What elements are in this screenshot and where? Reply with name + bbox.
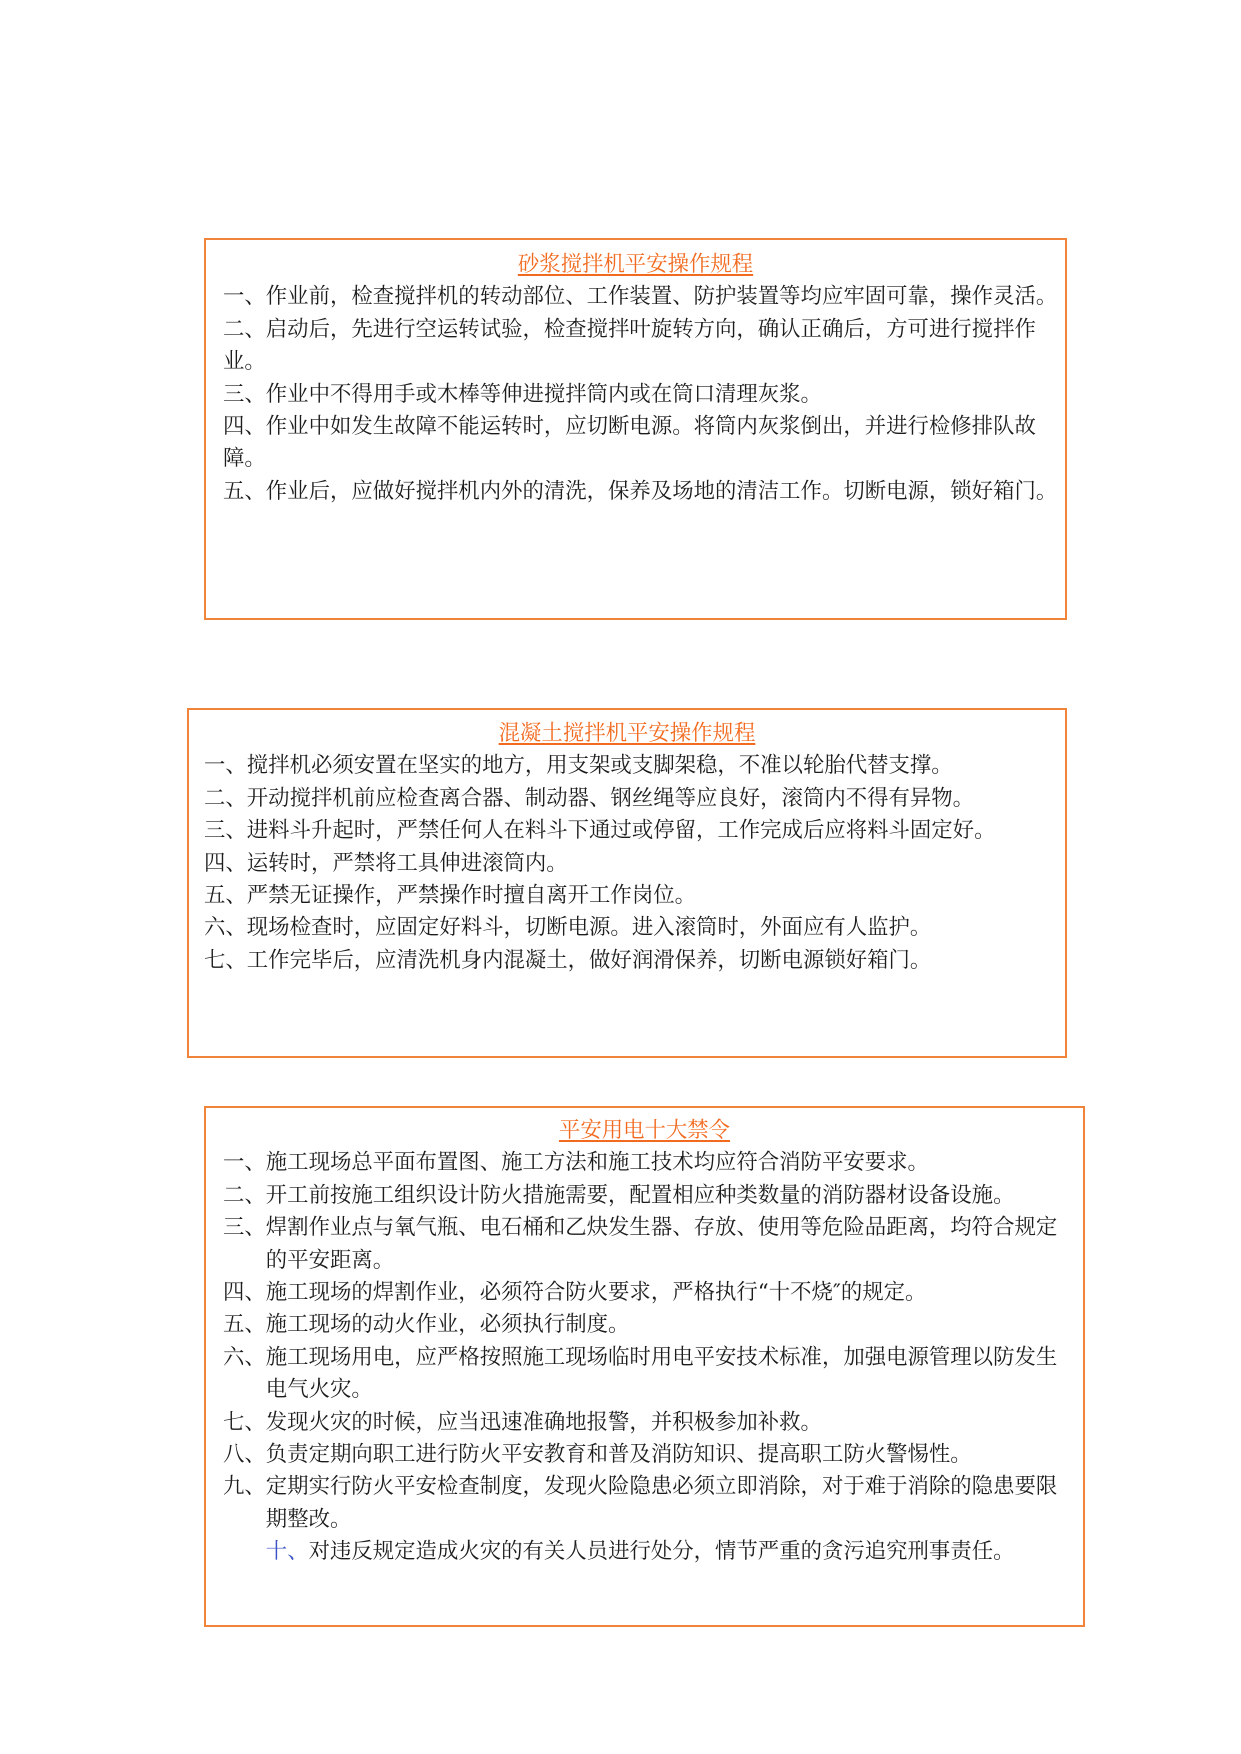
rule-item: 五、作业后，应做好搅拌机内外的清洗，保养及场地的清洁工作。切断电源，锁好箱门。 bbox=[223, 478, 1058, 504]
rule-item-numeral: 十、 bbox=[265, 1539, 309, 1565]
section-title bbox=[206, 1115, 1083, 1147]
rule-item: 三、焊割作业点与氧气瓶、电石桶和乙炔发生器、存放、使用等危险品距离，均符合规定的平安距离。 bbox=[223, 1215, 1058, 1273]
rule-item: 四、运转时，严禁将工具伸进滚筒内。 bbox=[204, 850, 568, 876]
rule-item-last bbox=[223, 1536, 1063, 1568]
section-concrete-mixer-rules bbox=[187, 708, 1067, 1058]
rule-item: 二、开动搅拌机前应检查离合器、制动器、钢丝绳等应良好，滚筒内不得有异物。 bbox=[204, 785, 975, 811]
section-title-text: 砂浆搅拌机平安操作规程 bbox=[517, 252, 754, 277]
section-title-text: 平安用电十大禁令 bbox=[558, 1118, 731, 1143]
rule-item: 六、现场检查时，应固定好料斗，切断电源。进入滚筒时，外面应有人监护。 bbox=[204, 915, 932, 941]
rule-item: 一、作业前，检查搅拌机的转动部位、工作装置、防护装置等均应牢固可靠，操作灵活。 bbox=[223, 284, 1058, 310]
section-title bbox=[189, 718, 1065, 750]
rule-item: 三、进料斗升起时，严禁任何人在料斗下通过或停留，工作完成后应将料斗固定好。 bbox=[204, 818, 996, 844]
rule-item: 二、启动后，先进行空运转试验，检查搅拌叶旋转方向，确认正确后，方可进行搅拌作业。 bbox=[223, 316, 1036, 375]
rule-item-text: 对违反规定造成火灾的有关人员进行处分，情节严重的贪污追究刑事责任。 bbox=[308, 1539, 1015, 1565]
rule-item: 一、施工现场总平面布置图、施工方法和施工技术均应符合消防平安要求。 bbox=[223, 1150, 929, 1176]
rule-item: 四、作业中如发生故障不能运转时，应切断电源。将筒内灰浆倒出，并进行检修排队故障。 bbox=[223, 414, 1036, 472]
rule-item: 三、作业中不得用手或木棒等伸进搅拌筒内或在筒口清理灰浆。 bbox=[223, 381, 822, 407]
rule-item: 五、施工现场的动火作业，必须执行制度。 bbox=[223, 1312, 630, 1338]
rule-item: 一、搅拌机必须安置在坚实的地方，用支架或支脚架稳，不准以轮胎代替支撑。 bbox=[204, 753, 953, 779]
section-mortar-mixer-rules bbox=[204, 238, 1067, 620]
rule-item: 七、发现火灾的时候，应当迅速准确地报警，并积极参加补救。 bbox=[223, 1409, 822, 1435]
section-title-text: 混凝土搅拌机平安操作规程 bbox=[498, 721, 756, 746]
section-electrical-safety-rules bbox=[204, 1106, 1085, 1627]
rule-item: 四、施工现场的焊割作业，必须符合防火要求，严格执行“十不烧″的规定。 bbox=[223, 1280, 927, 1306]
rule-item: 七、工作完毕后，应清洗机身内混凝土，做好润滑保养，切断电源锁好箱门。 bbox=[204, 947, 932, 973]
rule-item: 五、严禁无证操作，严禁操作时擅自离开工作岗位。 bbox=[204, 883, 696, 909]
section-title bbox=[206, 249, 1065, 281]
rule-item: 九、定期实行防火平安检查制度，发现火险隐患必须立即消除，对于难于消除的隐患要限期整改。 bbox=[223, 1474, 1058, 1532]
rule-item: 八、负责定期向职工进行防火平安教育和普及消防知识、提高职工防火警惕性。 bbox=[223, 1442, 972, 1468]
rule-item: 二、开工前按施工组织设计防火措施需要，配置相应种类数量的消防器材设备设施。 bbox=[223, 1182, 1015, 1208]
rule-item: 六、施工现场用电，应严格按照施工现场临时用电平安技术标准，加强电源管理以防发生电气火灾。 bbox=[223, 1344, 1058, 1403]
